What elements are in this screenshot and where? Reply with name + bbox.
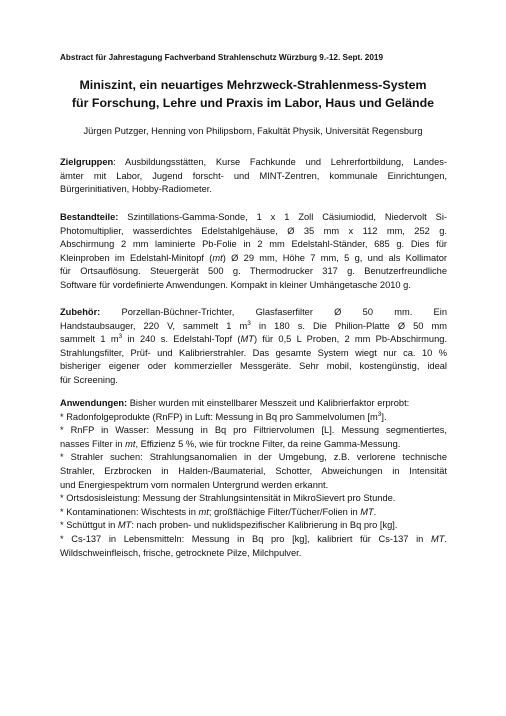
zubehoer-text-3a: sammelt 1 m — [60, 334, 119, 345]
zubehoer-text-2a: Handstaubsauger, 220 V, sammelt 1 m — [60, 320, 248, 331]
list-item-strahler-cont: Strahler, Erzbrocken in Halden-/Baumaterial, Schotter, Abweichungen in Intensität — [60, 465, 447, 476]
zielgruppen-line-1 — [60, 156, 447, 170]
section-bestandteile — [60, 211, 447, 293]
mt-abbrev: mt — [125, 438, 136, 449]
bestandteile-line-3: Abschirmung 2 mm laminierte Pb-Folie in 2 mm Edelstahl-Ständer, 685 g. Dies für — [60, 239, 447, 250]
list-item-strahler: * Strahler suchen: Strahlungsanomalien in der Umgebung, z.B. verlorene technische — [60, 452, 447, 463]
zielgruppen-line-2: ämter mit Labor, Jugend forscht- und MINT-Zentren, kommunale Einrichtungen, — [60, 170, 447, 181]
document-header: Abstract für Jahrestagung Fachverband Strahlenschutz Würzburg 9.-12. Sept. 2019 — [60, 53, 384, 62]
section-anwendungen — [60, 397, 447, 560]
list-text: ; großflächige Filter/Tücher/Folien in — [208, 506, 361, 517]
bestandteile-line-5: für Ortsauflösung. Steuergerät 500 g. Thermodrucker 317 g. Benutzerfreundliche — [60, 266, 447, 277]
list-item-radon — [60, 411, 447, 425]
bestandteile-line-4 — [60, 252, 447, 266]
zubehoer-text-2b: in 180 s. Die Philion-Platte Ø 50 mm — [250, 320, 447, 331]
zubehoer-line-3 — [60, 333, 447, 347]
bestandteile-line-6: Software für vordefinierte Anwendungen. Kompakt in kleiner Umhängetasche 2010 g. — [60, 279, 411, 290]
mt-abbrev: mt — [198, 506, 209, 517]
list-text: * Schüttgut in — [60, 520, 118, 531]
bestandteile-line-1 — [60, 211, 447, 225]
title-line-1: Miniszint, ein neuartiges Mehrzweck-Strahlenmess-System — [79, 78, 427, 92]
anwendungen-heading: Anwendungen: — [60, 398, 128, 408]
list-text: * Radonfolgeprodukte (RnFP) in Luft: Messung in Bq pro Sammelvolumen [m — [60, 411, 378, 422]
zielgruppen-line-3: Bürgerinitiativen, Hobby-Radiometer. — [60, 184, 212, 195]
anwendungen-intro-text: Bisher wurden mit einstellbarer Messzeit und Kalibrierfaktor erprobt: — [127, 398, 410, 408]
superscript: 3 — [377, 410, 382, 418]
list-item-kontamination — [60, 506, 447, 520]
document-title — [40, 77, 466, 112]
zubehoer-line-1 — [60, 306, 447, 320]
list-text: , Effizienz 5 %, wie für trockne Filter, da reine Gamma-Messung. — [135, 438, 401, 449]
bestandteile-text: Szintillations-Gamma-Sonde, 1 x 1 Zoll Cäsiumiodid, Niedervolt Si- — [118, 212, 447, 222]
list-text: * Cs-137 in Lebensmitteln: Messung in Bq pro [kg], kalibriert für Cs-137 in — [60, 533, 431, 544]
zielgruppen-heading: Zielgruppen — [60, 157, 114, 167]
bestandteile-text-4c: ) Ø 29 mm, Höhe 7 mm, 5 g, und als Kollimator — [222, 252, 448, 263]
list-text: . — [444, 533, 447, 544]
zubehoer-heading: Zubehör: — [60, 307, 101, 317]
zubehoer-line-5: bisheriger eigener oder kommerzieller Messgeräte. Sehr mobil, kostengünstig, ideal — [60, 361, 447, 372]
MT-abbrev: MT — [117, 520, 132, 531]
zubehoer-line-4: Strahlungsfilter, Prüf- und Kalibrierstrahler. Das gesamte System wiegt nur ca. 10 % — [60, 347, 447, 358]
zubehoer-text: Porzellan-Büchner-Trichter, Glasfaserfilter Ø 50 mm. Ein — [100, 307, 447, 317]
list-text: : nach proben- und nuklidspezifischer Kalibrierung in Bq pro [kg]. — [131, 520, 398, 531]
zubehoer-text-3d: ) für 0,5 L Proben, 2 mm Pb-Abschirmung. — [253, 334, 447, 345]
bestandteile-line-2: Photomultiplier, wasserdichtes Edelstahlgehäuse, Ø 35 mm x 112 mm, 252 g. — [60, 225, 447, 236]
list-item-cs137 — [60, 533, 447, 547]
list-item-strahler-cont2: und Energiespektrum vom normalen Untergrund werden erkannt. — [60, 479, 329, 490]
list-item-rnfp-wasser-cont — [60, 438, 447, 452]
zubehoer-text-3b: in 240 s. Edelstahl-Topf ( — [122, 334, 241, 345]
section-zubehoer — [60, 306, 447, 388]
authors-line: Jürgen Putzger, Henning von Philipsborn, Fakultät Physik, Universität Regensburg — [83, 126, 423, 136]
anwendungen-intro — [60, 397, 447, 411]
zubehoer-line-6: für Screening. — [60, 374, 118, 385]
list-text: nasses Filter in — [60, 438, 126, 449]
MT-abbrev: MT — [360, 506, 374, 517]
list-text: * Kontaminationen: Wischtests in — [60, 506, 199, 517]
list-item-cs137-cont: Wildschweinfleisch, frische, getrocknete Pilze, Milchpulver. — [60, 547, 302, 558]
mt-abbrev: mt — [212, 252, 223, 263]
MT-abbrev: MT — [430, 533, 445, 544]
zielgruppen-text: : Ausbildungsstätten, Kurse Fachkunde und Lehrerfortbildung, Landes- — [113, 157, 447, 167]
bestandteile-text-4a: Kleinproben im Edelstahl-Minitopf ( — [60, 252, 213, 263]
list-text: ]. — [381, 411, 387, 422]
list-text: . — [373, 506, 377, 517]
bestandteile-heading: Bestandteile: — [60, 212, 119, 222]
superscript: 3 — [118, 333, 123, 341]
list-item-rnfp-wasser: * RnFP in Wasser: Messung in Bq pro Filtriervolumen [L]. Messung segmentiertes, — [60, 425, 447, 436]
superscript: 3 — [247, 319, 251, 327]
MT-abbrev: MT — [240, 334, 254, 345]
title-line-2: für Forschung, Lehre und Praxis im Labor, Haus und Gelände — [71, 95, 435, 110]
section-zielgruppen — [60, 156, 447, 197]
zubehoer-line-2 — [60, 320, 447, 334]
list-item-ortsdosis: * Ortsdosisleistung: Messung der Strahlungsintensität in MikroSievert pro Stunde. — [60, 493, 396, 504]
list-item-schuettgut — [60, 519, 447, 533]
